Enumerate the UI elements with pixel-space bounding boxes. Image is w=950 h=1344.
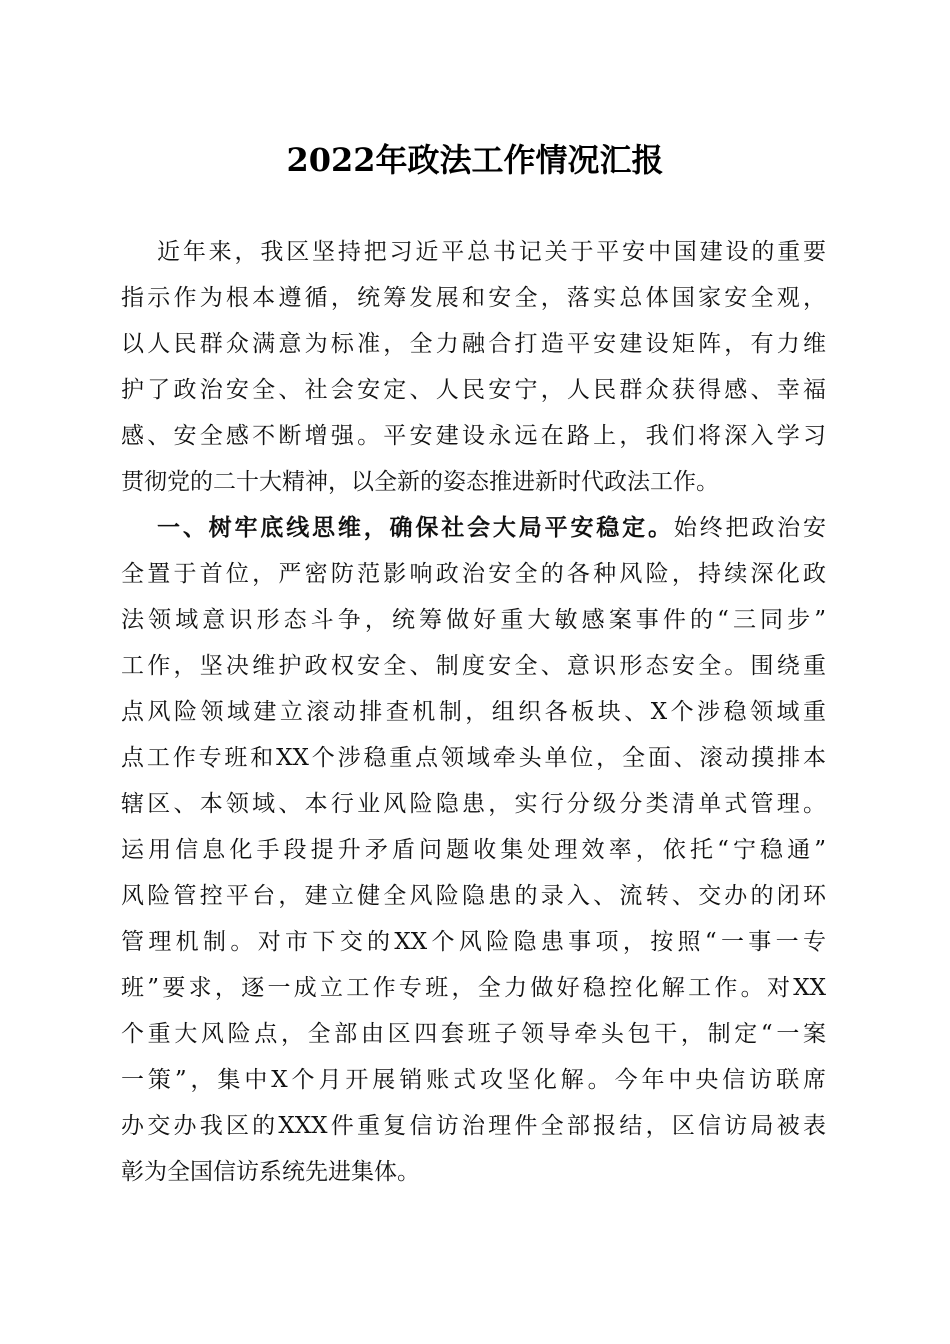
paragraph-2-line-3: 法领域意识形态斗争，统筹做好重大敏感案事件的“三同步” — [121, 607, 826, 633]
section-heading: 一、树牢底线思维，确保社会大局平安稳定。 — [157, 515, 674, 541]
paragraph-1-line-3: 以人民群众满意为标准，全力融合打造平安建设矩阵，有力维 — [121, 331, 826, 357]
paragraph-2-line-2: 全置于首位，严密防范影响政治安全的各种风险，持续深化政 — [121, 561, 826, 587]
document-title: 2022年政法工作情况汇报 — [286, 141, 664, 179]
paragraph-2-line-1 — [157, 505, 826, 551]
paragraph-2-line-12: 个重大风险点，全部由区四套班子领导牵头包干，制定“一案 — [121, 1021, 826, 1047]
paragraph-2-line-11: 班”要求，逐一成立工作专班，全力做好稳控化解工作。对XX — [121, 975, 826, 1001]
paragraph-2-line-5: 点风险领域建立滚动排查机制，组织各板块、X个涉稳领域重 — [121, 699, 826, 725]
paragraph-2-line-13: 一策”，集中X个月开展销账式攻坚化解。今年中央信访联席 — [121, 1067, 826, 1093]
paragraph-1-line-6: 贯彻党的二十大精神，以全新的姿态推进新时代政法工作。 — [121, 469, 719, 495]
paragraph-2-line-15: 彰为全国信访系统先进集体。 — [121, 1159, 420, 1185]
paragraph-2-line-7: 辖区、本领域、本行业风险隐患，实行分级分类清单式管理。 — [121, 791, 826, 817]
paragraph-1-line-2: 指示作为根本遵循，统筹发展和安全，落实总体国家安全观， — [121, 285, 826, 311]
paragraph-2-line-1-rest: 始终把政治安 — [673, 515, 827, 541]
paragraph-2-line-10: 管理机制。对市下交的XX个风险隐患事项，按照“一事一专 — [121, 929, 826, 955]
paragraph-2-line-4: 工作，坚决维护政权安全、制度安全、意识形态安全。围绕重 — [121, 653, 826, 679]
paragraph-1-line-1: 近年来，我区坚持把习近平总书记关于平安中国建设的重要 — [157, 239, 826, 265]
paragraph-2-line-14: 办交办我区的XXX件重复信访治理件全部报结，区信访局被表 — [121, 1113, 826, 1139]
paragraph-2-line-8: 运用信息化手段提升矛盾问题收集处理效率，依托“宁稳通” — [121, 837, 826, 863]
paragraph-1-line-5: 感、安全感不断增强。平安建设永远在路上，我们将深入学习 — [121, 423, 826, 449]
paragraph-1-line-4: 护了政治安全、社会安定、人民安宁，人民群众获得感、幸福 — [121, 377, 826, 403]
paragraph-2-line-6: 点工作专班和XX个涉稳重点领域牵头单位，全面、滚动摸排本 — [121, 745, 826, 771]
paragraph-2-line-9: 风险管控平台，建立健全风险隐患的录入、流转、交办的闭环 — [121, 883, 826, 909]
